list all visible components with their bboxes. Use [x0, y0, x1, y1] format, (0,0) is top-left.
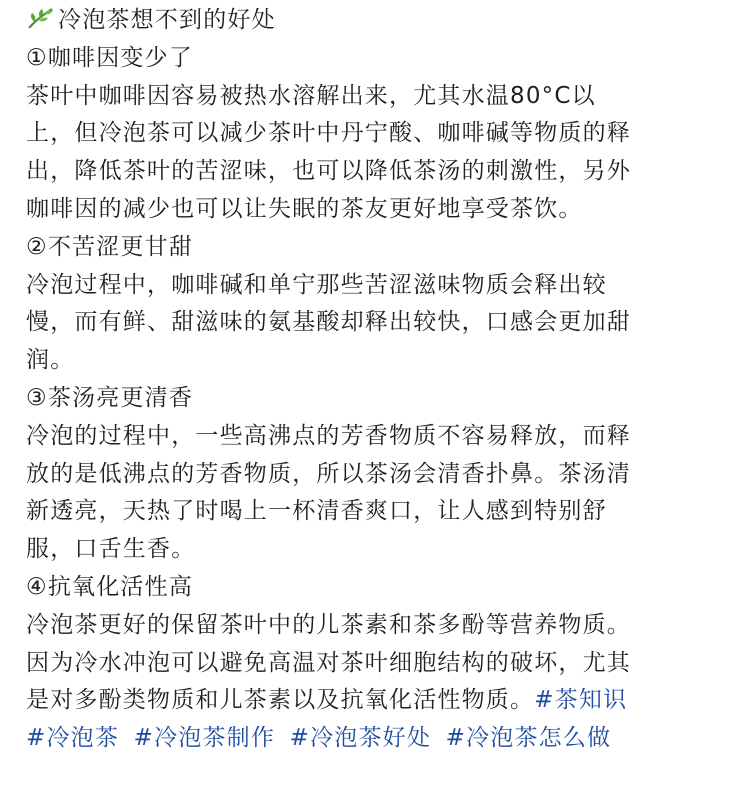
- section-heading: ①咖啡因变少了: [26, 44, 194, 71]
- body-line: 咖啡因的减少也可以让失眠的茶友更好地享受茶饮。: [26, 195, 583, 222]
- hashtag-link[interactable]: #茶知识: [534, 687, 628, 714]
- body-line: 因为冷水冲泡可以避免高温对茶叶细胞结构的破坏，尤其: [26, 649, 631, 676]
- hashtag-link[interactable]: #冷泡茶制作: [133, 725, 276, 752]
- body-line: 冷泡过程中，咖啡碱和单宁那些苦涩滋味物质会释出较: [26, 271, 607, 298]
- hashtag-link[interactable]: #冷泡茶: [26, 725, 120, 752]
- post-title: 冷泡茶想不到的好处: [58, 7, 276, 33]
- hashtag-link[interactable]: #冷泡茶好处: [289, 725, 432, 752]
- section-heading: ④抗氧化活性高: [26, 573, 194, 600]
- body-line: 出，降低茶叶的苦涩味，也可以降低茶汤的刺激性，另外: [26, 158, 631, 185]
- body-line: 冷泡的过程中，一些高沸点的芳香物质不容易释放，而释: [26, 422, 631, 449]
- body-line: 慢，而有鲜、甜滋味的氨基酸却释出较快，口感会更加甜: [26, 309, 631, 336]
- hashtag-row: [26, 720, 716, 758]
- body-line: 新透亮，天热了时喝上一杯清香爽口，让人感到特别舒: [26, 498, 607, 525]
- herb-leaf-icon: [26, 6, 56, 30]
- section-heading: ③茶汤亮更清香: [26, 384, 194, 411]
- body-line: 放的是低沸点的芳香物质，所以茶汤会清香扑鼻。茶汤清: [26, 460, 631, 487]
- body-line: 是对多酚类物质和儿茶素以及抗氧化活性物质。: [26, 687, 535, 714]
- body-line: 服，口舌生香。: [26, 536, 196, 563]
- post-title-line: [26, 2, 716, 40]
- body-line: 冷泡茶更好的保留茶叶中的儿茶素和茶多酚等营养物质。: [26, 611, 631, 638]
- body-line: 上，但冷泡茶可以减少茶叶中丹宁酸、咖啡碱等物质的释: [26, 120, 631, 147]
- hashtag-link[interactable]: #冷泡茶怎么做: [445, 725, 612, 752]
- section-heading: ②不苦涩更甘甜: [26, 233, 194, 260]
- body-line: 润。: [26, 347, 75, 374]
- body-line-with-tag: [26, 682, 716, 720]
- body-line: 茶叶中咖啡因容易被热水溶解出来，尤其水温80°C以: [26, 82, 596, 109]
